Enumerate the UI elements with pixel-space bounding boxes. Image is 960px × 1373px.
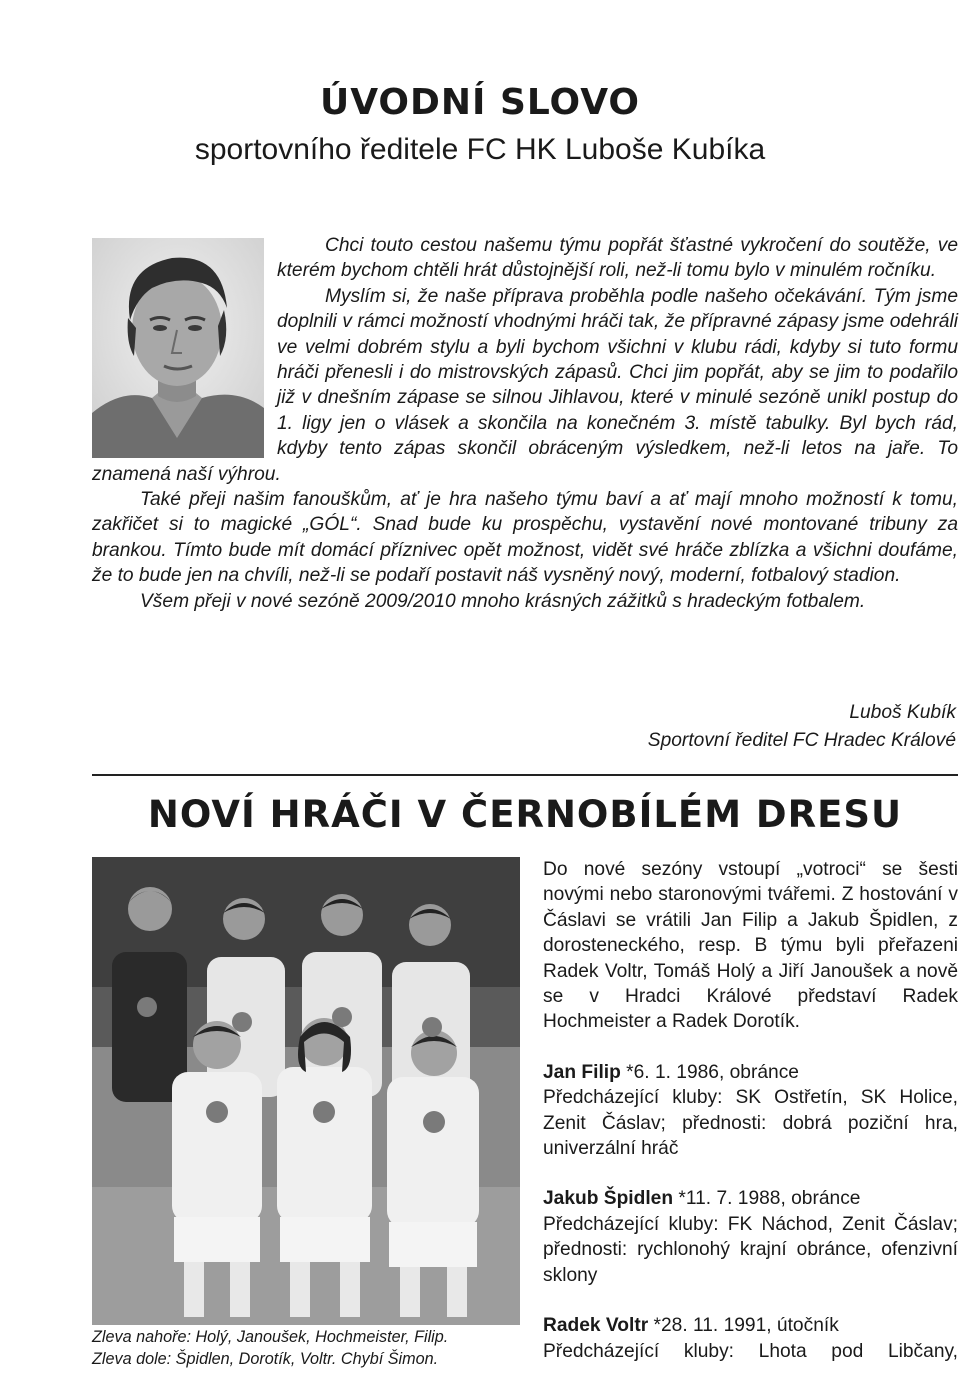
caption-line-2: Zleva dole: Špidlen, Dorotík, Voltr. Chybí Šimon. bbox=[92, 1350, 439, 1368]
player-entry bbox=[543, 1313, 958, 1338]
player-info: *28. 11. 1991, útočník bbox=[648, 1315, 839, 1337]
signature-name: Luboš Kubík bbox=[849, 702, 956, 723]
player-name: Radek Voltr bbox=[543, 1315, 649, 1337]
signature-role: Sportovní ředitel FC Hradec Králové bbox=[647, 730, 956, 751]
section-title: NOVÍ HRÁČI V ČERNOBÍLÉM DRESU bbox=[147, 793, 903, 836]
section-divider bbox=[92, 774, 958, 776]
player-info: *11. 7. 1988, obránce bbox=[673, 1188, 861, 1210]
player-entry bbox=[543, 1186, 958, 1211]
photo-caption bbox=[92, 1326, 532, 1370]
player-details: Předcházející kluby: FK Náchod, Zenit Čáslav; přednosti: rychlonohý krajní obránce, ofenzivní sklony bbox=[543, 1213, 958, 1286]
player-info: *6. 1. 1986, obránce bbox=[620, 1061, 799, 1083]
player-details: Předcházející kluby: Lhota pod Libčany, bbox=[543, 1340, 958, 1362]
article-subtitle: sportovního ředitele FC HK Luboše Kubíka bbox=[194, 133, 766, 166]
player-name: Jan Filip bbox=[543, 1061, 621, 1083]
players-column bbox=[543, 857, 958, 1364]
player-details: Předcházející kluby: SK Ostřetín, SK Holice, Zenit Čáslav; přednosti: dobrá poziční hra, univerzální hráč bbox=[543, 1087, 958, 1160]
intro-paragraph-1: Chci touto cestou našemu týmu popřát šťastné vykročení do soutěže, ve kterém bychom chtěli hrát důstojnější roli, než-li tomu bylo v minulém ročníku. bbox=[277, 235, 958, 282]
signature bbox=[648, 699, 956, 755]
player-entry bbox=[543, 1060, 958, 1085]
players-intro: Do nové sezóny vstoupí „votroci“ se šesti novými nebo staronovými tvářemi. Z hostování v Čáslavi se vrátili Jan Filip a Jakub Špidlen, z dorosteneckého, resp. B týmu byli přeřazeni Radek Voltr, Tomáš Holý a Jiří Janoušek a nově se v Hradci Králové představí Radek Hochmeister a Radek Dorotík. bbox=[543, 859, 958, 1033]
intro-paragraph-4: Všem přeji v nové sezóně 2009/2010 mnoho krásných zážitků s hradeckým fotbalem. bbox=[140, 590, 866, 612]
intro-paragraph-3: Také přeji našim fanouškům, ať je hra našeho týmu baví a ať mají mnoho možností k tomu, zakřičet si to magické „GÓL“. Snad bude ku prospěchu, vystavění nové montované tribuny za brankou. Tímto bude mít domácí příznivec opět možnost, vidět své hráče zblízka a všichni doufáme, že to bude jen na chvíli, než-li se podaří postavit náš vysněný nový, moderní, fotbalový stadion. bbox=[92, 489, 958, 587]
intro-text bbox=[92, 233, 958, 614]
caption-line-1: Zleva nahoře: Holý, Janoušek, Hochmeister, Filip. bbox=[92, 1328, 449, 1346]
intro-paragraph-2: Myslím si, že naše příprava proběhla podle našeho očekávání. Tým jsme doplnili v rámci možností vhodnými hráči tak, že přípravné zápasy jsme odehráli ve velmi dobrém stylu a byli bychom všichni v klubu rádi, kdyby si tuto formu hráči přenesli i do mistrovských zápasů. Chci jim popřát, aby se jim to podařilo již v dnešním zápase se silnou Jihlavou, které v minulé sezóně unikl postup do 1. ligy jen o vlásek a skončila na konečném 3. místě tabulky. Byl bych rád, kdyby tento zápas skončil obráceným výsledkem, než-li letos na jaře. To znamená naší výhrou. bbox=[92, 285, 958, 485]
team-photo bbox=[92, 857, 520, 1325]
player-name: Jakub Špidlen bbox=[543, 1188, 674, 1210]
article-title: ÚVODNÍ SLOVO bbox=[319, 82, 641, 123]
